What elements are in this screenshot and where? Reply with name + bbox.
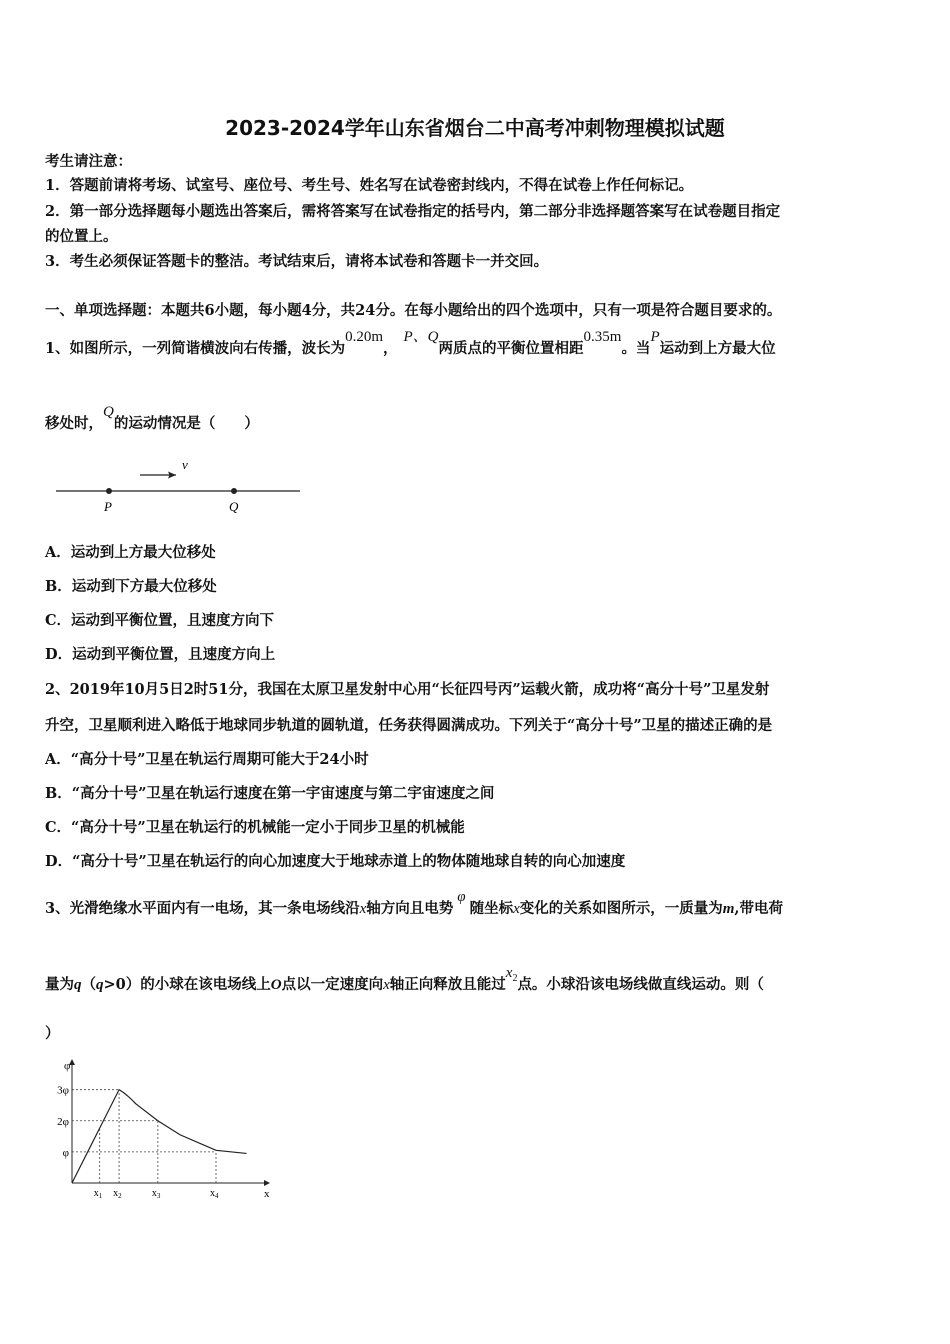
q3-text: 点。小球沿该电场线做直线运动。则（ [517,976,764,993]
q1-distance: 0.35m [583,329,622,345]
page-title: 2023-2024学年山东省烟台二中高考冲刺物理模拟试题 [225,116,725,140]
q1-p: P [650,329,660,345]
q1-stem-line2 [45,404,259,434]
point-p-dot [106,488,112,494]
q3-stem-line1 [45,889,783,919]
q3-text: 变化的关系如图所示，一质量为 [519,900,723,917]
q1-wave-figure [50,455,310,520]
point-q-dot [231,488,237,494]
y-tick-label: 2φ [57,1115,69,1128]
q1-text: 两质点的平衡位置相距 [438,340,584,357]
point-p-label: P [104,499,112,514]
q2-option-b: B．“高分十号”卫星在轨运行速度在第一宇宙速度与第二宇宙速度之间 [45,785,495,802]
q3-stem-line2 [45,965,764,1001]
q3-q: q [96,977,104,993]
q3-x: x [359,901,367,917]
q3-text: 量为 [45,976,74,993]
notice-item: 1．答题前请将考场、试室号、座位号、考生号、姓名写在试卷密封线内，不得在试卷上作任何标记。 [45,177,694,194]
q3-text: >0）的小球在该电场线上 [103,976,271,993]
q3-x2 [505,964,518,984]
q2-stem-line2: 升空，卫星顺利进入略低于地球同步轨道的圆轨道，任务获得圆满成功。下列关于“高分十号”卫星的描述正确的是 [45,717,773,734]
y-tick-label: 3φ [57,1084,69,1097]
q1-text: 的运动情况是（ ） [113,415,259,432]
notice-item: 3．考生必须保证答题卡的整洁。考试结束后，请将本试卷和答题卡一并交回。 [45,253,549,270]
q3-phi: φ [457,889,466,905]
notice-heading: 考生请注意： [45,153,132,170]
x-axis-arrow [264,1180,270,1186]
q1-stem-line1 [45,329,776,359]
q1-pq: P、Q [403,329,439,345]
potential-curve [72,1090,246,1183]
q1-q: Q [103,404,114,420]
q3-x: x [383,977,390,993]
q1-text: 运动到上方最大位 [659,340,776,357]
y-tick-label: φ [62,1146,69,1159]
section-heading: 一、单项选择题：本题共6小题，每小题4分，共24分。在每小题给出的四个选项中，只有一项是符合题目要求的。 [45,302,782,319]
q1-option-a: A．运动到上方最大位移处 [45,544,216,561]
q3-text: 轴方向且电势 [366,900,454,917]
q3-o: O [270,977,282,993]
x-tick-label: $x_1$ [93,1188,103,1200]
q2-option-a: A．“高分十号”卫星在轨运行周期可能大于24小时 [45,751,369,768]
q2-stem-line1: 2、2019年10月5日2时51分，我国在太原卫星发射中心用“长征四号丙”运载火箭，成功将“高分十号”卫星发射 [45,681,770,698]
q1-wavelength: 0.20m [345,329,384,345]
q3-x: x [513,901,520,917]
q3-text: ,带电荷 [734,900,783,917]
q1-option-d: D．运动到平衡位置，且速度方向上 [45,646,276,663]
q3-x2-main: x [505,965,513,981]
q2-option-c: C．“高分十号”卫星在轨运行的机械能一定小于同步卫星的机械能 [45,819,465,836]
q3-x2-sub: 2 [512,972,518,984]
q1-option-b: B．运动到下方最大位移处 [45,578,217,595]
q1-text: ， [383,340,398,357]
q3-stem-line3: ） [45,1025,60,1042]
q1-text: 移处时， [45,415,103,432]
q3-q: q [74,977,82,993]
q2-option-d: D．“高分十号”卫星在轨运行的向心加速度大于地球赤道上的物体随地球自转的向心加速度 [45,853,626,870]
point-q-label: Q [229,499,239,514]
q1-text: 。当 [621,340,651,357]
q3-potential-chart [40,1055,280,1205]
y-axis-label: φ [64,1060,71,1072]
q3-m: m [722,901,735,917]
x-tick-label: $x_4$ [210,1188,219,1200]
q3-text: 随坐标 [469,900,514,917]
x-axis-label: x [264,1188,270,1200]
x-tick-label: $x_2$ [113,1188,122,1200]
q1-option-c: C．运动到平衡位置，且速度方向下 [45,612,275,629]
q1-text: 1、如图所示，一列简谐横波向右传播，波长为 [45,340,346,357]
velocity-label: v [182,457,188,472]
q3-text: 点以一定速度向 [281,976,384,993]
notice-item: 2．第一部分选择题每小题选出答案后，需将答案写在试卷指定的括号内，第二部分非选择题答案写在试卷题目指定 [45,203,781,220]
x-tick-label: $x_3$ [151,1188,161,1200]
q3-text: 轴正向释放且能过 [389,976,506,993]
q3-text: （ [81,976,96,993]
notice-item: 的位置上。 [45,228,118,245]
q3-text: 3、光滑绝缘水平面内有一电场，其一条电场线沿 [45,900,360,917]
